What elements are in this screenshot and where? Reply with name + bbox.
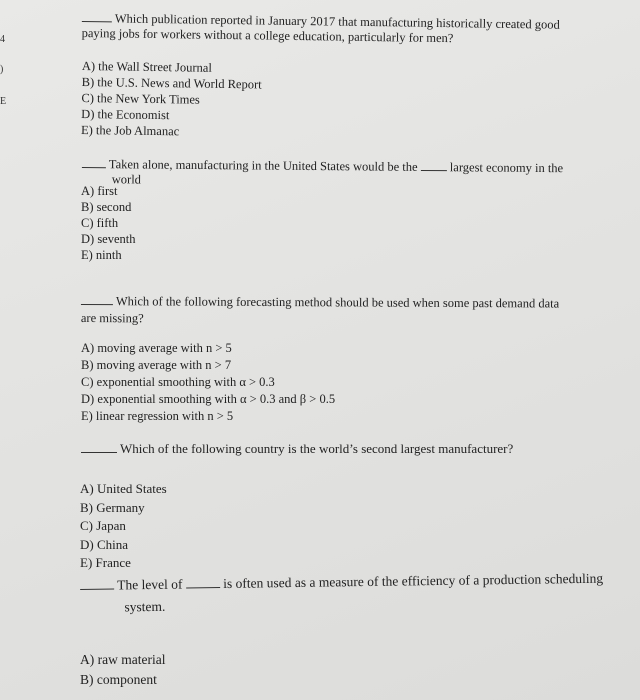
answer-blank[interactable] — [82, 166, 106, 168]
question-2 — [82, 157, 563, 190]
option: B) second — [81, 200, 132, 214]
option: A) raw material — [80, 652, 166, 667]
option: B) moving average with n > 7 — [81, 358, 232, 372]
question-1 — [82, 11, 560, 47]
answer-blank[interactable] — [81, 303, 113, 305]
option: D) China — [80, 536, 129, 552]
option: E) linear regression with n > 5 — [81, 409, 234, 423]
question-stem: Which publication reported in January 2017 that manufacturing historically created good — [114, 11, 560, 32]
answer-blank[interactable] — [82, 20, 112, 22]
option: D) exponential smoothing with α > 0.3 and β > 0.5 — [81, 392, 336, 406]
margin-mark: 4 — [0, 34, 5, 45]
question-stem: Which of the following forecasting method should be used when some past demand data — [115, 294, 560, 311]
question-stem-part-a: The level of — [117, 576, 183, 593]
question-5 — [80, 571, 603, 616]
question-4 — [81, 442, 513, 456]
option: A) moving average with n > 5 — [81, 341, 232, 355]
answer-blank[interactable] — [81, 451, 117, 453]
options-5 — [80, 650, 165, 690]
option: E) the Job Almanac — [80, 122, 180, 139]
option: A) United States — [80, 481, 167, 496]
option: A) the Wall Street Journal — [81, 58, 212, 75]
question-stem-continued: paying jobs for workers without a college education, particularly for men? — [81, 25, 454, 46]
option: A) first — [81, 184, 118, 198]
question-stem: Which of the following country is the world’s second largest manufacturer? — [120, 441, 514, 456]
options-4 — [80, 480, 167, 573]
option: C) Japan — [80, 518, 126, 533]
question-stem-part-a: Taken alone, manufacturing in the United States would be the — [108, 157, 418, 174]
question-stem-part-b: is often used as a measure of the efficiency of a production scheduling — [223, 570, 604, 592]
option: E) France — [80, 555, 131, 570]
option: B) Germany — [80, 499, 145, 515]
question-stem-continued: world — [111, 172, 142, 187]
option: E) ninth — [81, 248, 122, 262]
option: C) fifth — [81, 216, 119, 230]
answer-blank[interactable] — [80, 588, 114, 590]
question-stem-continued: are missing? — [80, 310, 144, 326]
fill-in-blank[interactable] — [186, 586, 220, 588]
option: B) the U.S. News and World Report — [81, 74, 262, 92]
options-1 — [81, 58, 262, 141]
option: C) the New York Times — [81, 90, 200, 107]
question-stem-continued: system. — [124, 598, 166, 615]
fill-in-blank[interactable] — [421, 169, 447, 171]
option: B) component — [80, 672, 157, 687]
option: C) exponential smoothing with α > 0.3 — [81, 375, 275, 389]
margin-mark: E — [0, 96, 7, 107]
options-3 — [81, 340, 335, 425]
option: D) seventh — [81, 232, 136, 246]
question-3 — [81, 294, 559, 328]
question-stem-part-b: largest economy in the — [449, 160, 564, 176]
option: D) the Economist — [81, 106, 170, 123]
options-2 — [81, 183, 136, 263]
margin-mark: ) — [0, 64, 4, 75]
